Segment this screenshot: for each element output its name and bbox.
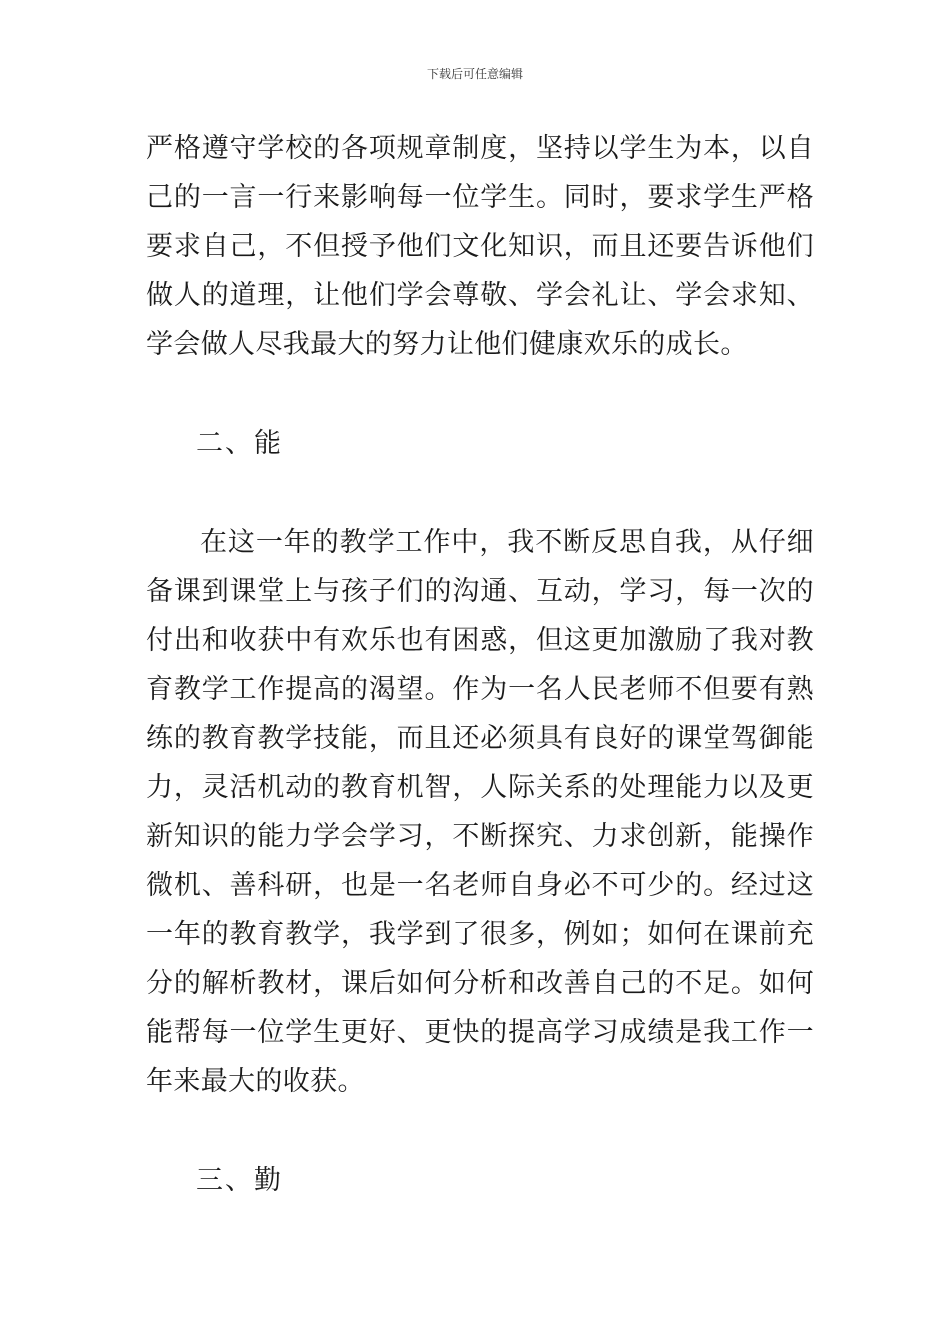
document-body [146,124,814,1205]
paragraph-1: 严格遵守学校的各项规章制度，坚持以学生为本，以自己的一言一行来影响每一位学生。同时，要求学生严格要求自己，不但授予他们文化知识，而且还要告诉他们做人的道理，让他们学会尊敬、学会礼让、学会求知、学会做人尽我最大的努力让他们健康欢乐的成长。 [146,133,814,360]
header-note: 下载后可任意编辑 [426,67,523,81]
section-heading-2: 二、能 [196,428,283,459]
paragraph-2: 在这一年的教学工作中，我不断反思自我，从仔细备课到课堂上与孩子们的沟通、互动，学习，每一次的付出和收获中有欢乐也有困惑，但这更加激励了我对教育教学工作提高的渴望。作为一名人民老师不但要有熟练的教育教学技能，而且还必须具有良好的课堂驾御能力，灵活机动的教育机智，人际关系的处理能力以及更新知识的能力学会学习，不断探究、力求创新，能操作微机、善科研，也是一名老师自身必不可少的。经过这一年的教育教学，我学到了很多，例如；如何在课前充分的解析教材，课后如何分析和改善自己的不足。如何能帮每一位学生更好、更快的提高学习成绩是我工作一年来最大的收获。 [146,527,814,1097]
section-heading-3: 三、勤 [196,1165,283,1196]
spacer [146,369,814,419]
spacer [146,468,814,518]
spacer [146,1106,814,1156]
